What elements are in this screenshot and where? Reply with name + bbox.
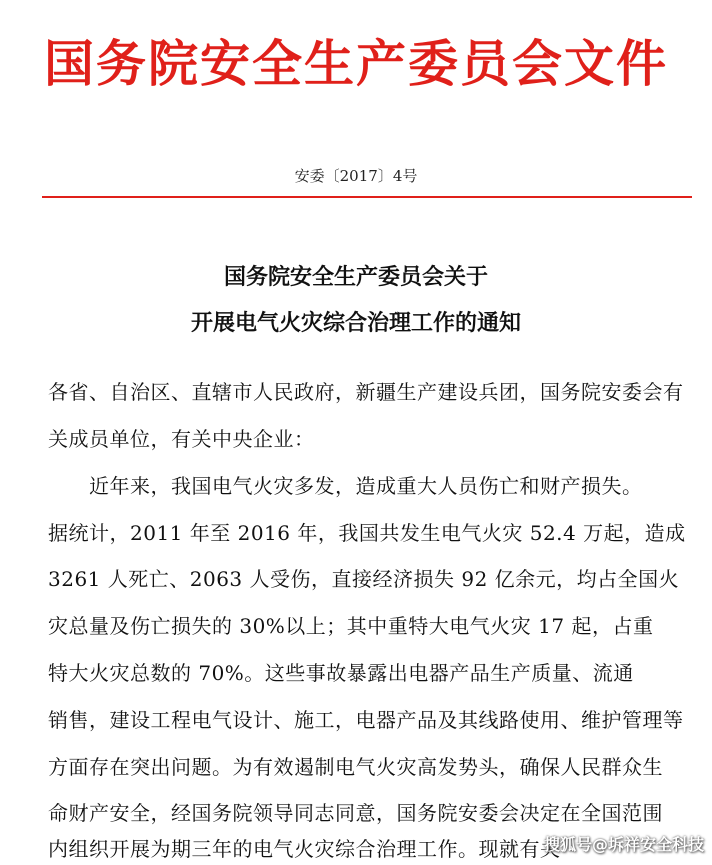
document-number: 安委〔2017〕4号 — [294, 167, 418, 185]
body-line: 关成员单位，有关中央企业： — [48, 427, 315, 451]
document-title-line-2: 开展电气火灾综合治理工作的通知 — [190, 311, 521, 336]
watermark-text: 搜狐号@坼祥安全科技 — [543, 835, 704, 854]
body-line: 3261 人死亡、2063 人受伤，直接经济损失 92 亿余元，均占全国火 — [48, 567, 680, 591]
body-line: 各省、自治区、直辖市人民政府，新疆生产建设兵团，国务院安委会有 — [48, 380, 684, 404]
body-line: 特大火灾总数的 70%。这些事故暴露出电器产品生产质量、流通 — [48, 661, 634, 685]
body-line: 据统计，2011 年至 2016 年，我国共发生电气火灾 52.4 万起，造成 — [48, 521, 686, 545]
body-line: 灾总量及伤亡损失的 30%以上；其中重特大电气火灾 17 起，占重 — [48, 614, 654, 638]
document-header: 国务院安全生产委员会文件 — [44, 35, 668, 93]
body-line: 销售，建设工程电气设计、施工，电器产品及其线路使用、维护管理等 — [48, 708, 684, 732]
body-line: 命财产安全，经国务院领导同志同意，国务院安委会决定在全国范围 — [48, 801, 663, 825]
body-line: 方面存在突出问题。为有效遏制电气火灾高发势头，确保人民群众生 — [48, 755, 663, 779]
body-line: 内组织开展为期三年的电气火灾综合治理工作。现就有关 — [48, 837, 561, 861]
red-divider-line — [42, 196, 692, 198]
body-line: 近年来，我国电气火灾多发，造成重大人员伤亡和财产损失。 — [48, 474, 643, 498]
document-title-line-1: 国务院安全生产委员会关于 — [223, 265, 488, 290]
